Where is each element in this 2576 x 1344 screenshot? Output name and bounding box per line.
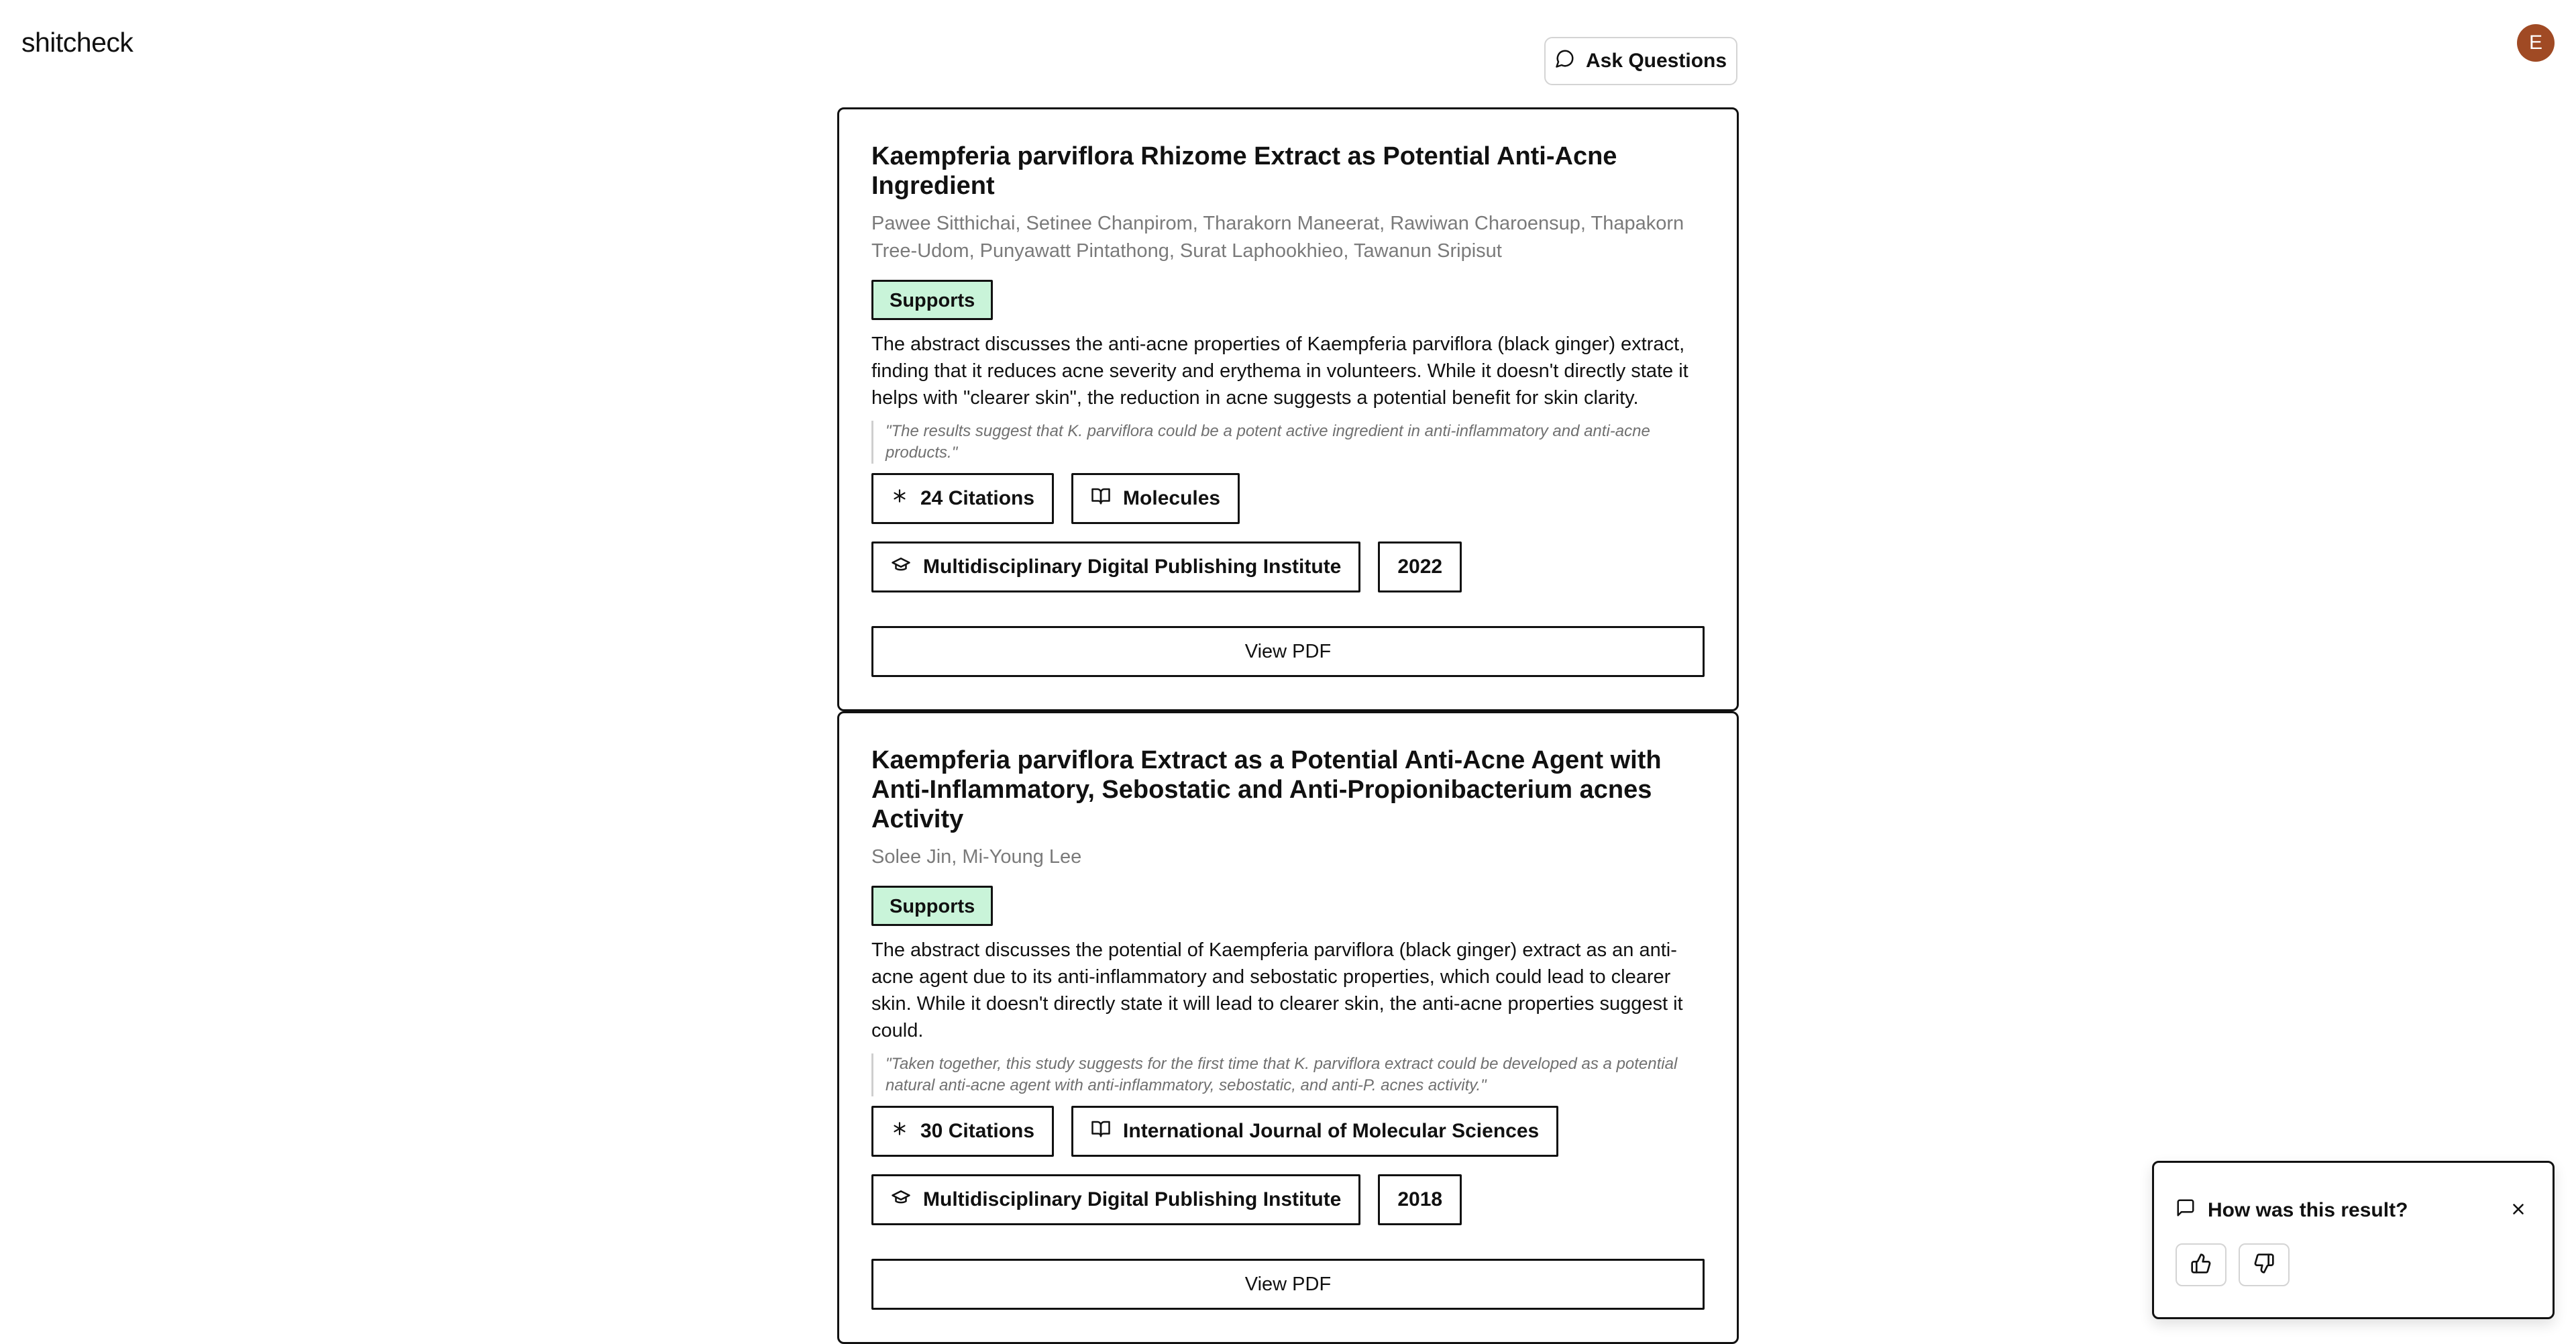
view-pdf-button[interactable]: View PDF — [871, 1259, 1705, 1310]
journal-chip[interactable] — [1071, 473, 1240, 524]
asterisk-icon — [891, 487, 908, 510]
publisher-chip[interactable] — [871, 1174, 1360, 1225]
year-chip[interactable] — [1378, 541, 1462, 592]
year-label: 2022 — [1397, 556, 1443, 578]
book-open-icon — [1091, 486, 1111, 511]
publisher-chip[interactable] — [871, 541, 1360, 592]
citations-chip[interactable] — [871, 473, 1054, 524]
citations-label: 30 Citations — [920, 1120, 1035, 1142]
book-open-icon — [1091, 1119, 1111, 1144]
logo[interactable]: shitcheck — [21, 27, 133, 58]
result-card — [837, 711, 1739, 1344]
feedback-question: How was this result? — [2208, 1199, 2408, 1221]
result-title[interactable]: Kaempferia parviflora Rhizome Extract as Potential Anti-Acne Ingredient — [871, 142, 1617, 200]
citations-label: 24 Citations — [920, 487, 1035, 509]
thumbs-down-button[interactable] — [2239, 1243, 2290, 1286]
journal-label: Molecules — [1123, 487, 1221, 509]
avatar[interactable] — [2517, 24, 2555, 62]
asterisk-icon — [891, 1120, 908, 1143]
thumbs-down-icon — [2253, 1253, 2275, 1278]
ask-questions-button[interactable] — [1544, 37, 1737, 85]
result-meta — [871, 473, 1705, 592]
journal-label: International Journal of Molecular Sciences — [1123, 1120, 1540, 1142]
result-authors: Solee Jin, Mi-Young Lee — [871, 846, 1082, 868]
message-circle-icon — [1555, 48, 1575, 74]
feedback-panel — [2152, 1161, 2555, 1319]
ask-questions-label: Ask Questions — [1585, 50, 1727, 72]
result-card — [837, 107, 1739, 711]
avatar-initial: E — [2528, 32, 2542, 54]
view-pdf-button[interactable]: View PDF — [871, 626, 1705, 677]
graduation-cap-icon — [891, 554, 911, 580]
verdict-badge: Supports — [871, 886, 993, 926]
result-authors: Pawee Sitthichai, Setinee Chanpirom, Tharakorn Maneerat, Rawiwan Charoensup, Thapakorn Tree-Udom, Punyawatt Pintathong, Surat Laphookhieo, Tawanun Sripisut — [871, 213, 1684, 262]
result-summary: The abstract discusses the anti-acne properties of Kaempferia parviflora (black ginger) extract, finding that it reduces acne severity and erythema in volunteers. While it doesn't directly state it helps with "clearer skin", the reduction in acne suggests a potential benefit for skin clarity. — [871, 333, 1688, 409]
thumbs-up-icon — [2190, 1253, 2212, 1278]
message-square-icon — [2176, 1198, 2196, 1223]
thumbs-up-button[interactable] — [2176, 1243, 2226, 1286]
result-summary: The abstract discusses the potential of Kaempferia parviflora (black ginger) extract as an anti-acne agent due to its anti-inflammatory and sebostatic properties, which could lead to clearer skin. While it doesn't directly state it will lead to clearer skin, the anti-acne properties suggest it could. — [871, 939, 1683, 1041]
result-quote: "Taken together, this study suggests for the first time that K. parviflora extract could be developed as a potential natural anti-acne agent with anti-inflammatory, sebostatic, and anti-P. acnes activity." — [871, 1053, 1705, 1096]
verdict-badge: Supports — [871, 280, 993, 320]
citations-chip[interactable] — [871, 1106, 1054, 1157]
publisher-label: Multidisciplinary Digital Publishing Institute — [923, 556, 1342, 578]
graduation-cap-icon — [891, 1187, 911, 1212]
result-title[interactable]: Kaempferia parviflora Extract as a Potential Anti-Acne Agent with Anti-Inflammatory, Sebostatic and Anti-Propionibacterium acnes Activity — [871, 746, 1662, 833]
feedback-buttons — [2176, 1243, 2290, 1286]
result-quote: "The results suggest that K. parviflora could be a potent active ingredient in anti-inflammatory and anti-acne products." — [871, 421, 1705, 464]
result-meta — [871, 1106, 1705, 1225]
publisher-label: Multidisciplinary Digital Publishing Institute — [923, 1188, 1342, 1210]
close-icon[interactable] — [2508, 1199, 2528, 1219]
journal-chip[interactable] — [1071, 1106, 1558, 1157]
feedback-header — [2176, 1198, 2408, 1223]
year-chip[interactable] — [1378, 1174, 1462, 1225]
year-label: 2018 — [1397, 1188, 1443, 1210]
